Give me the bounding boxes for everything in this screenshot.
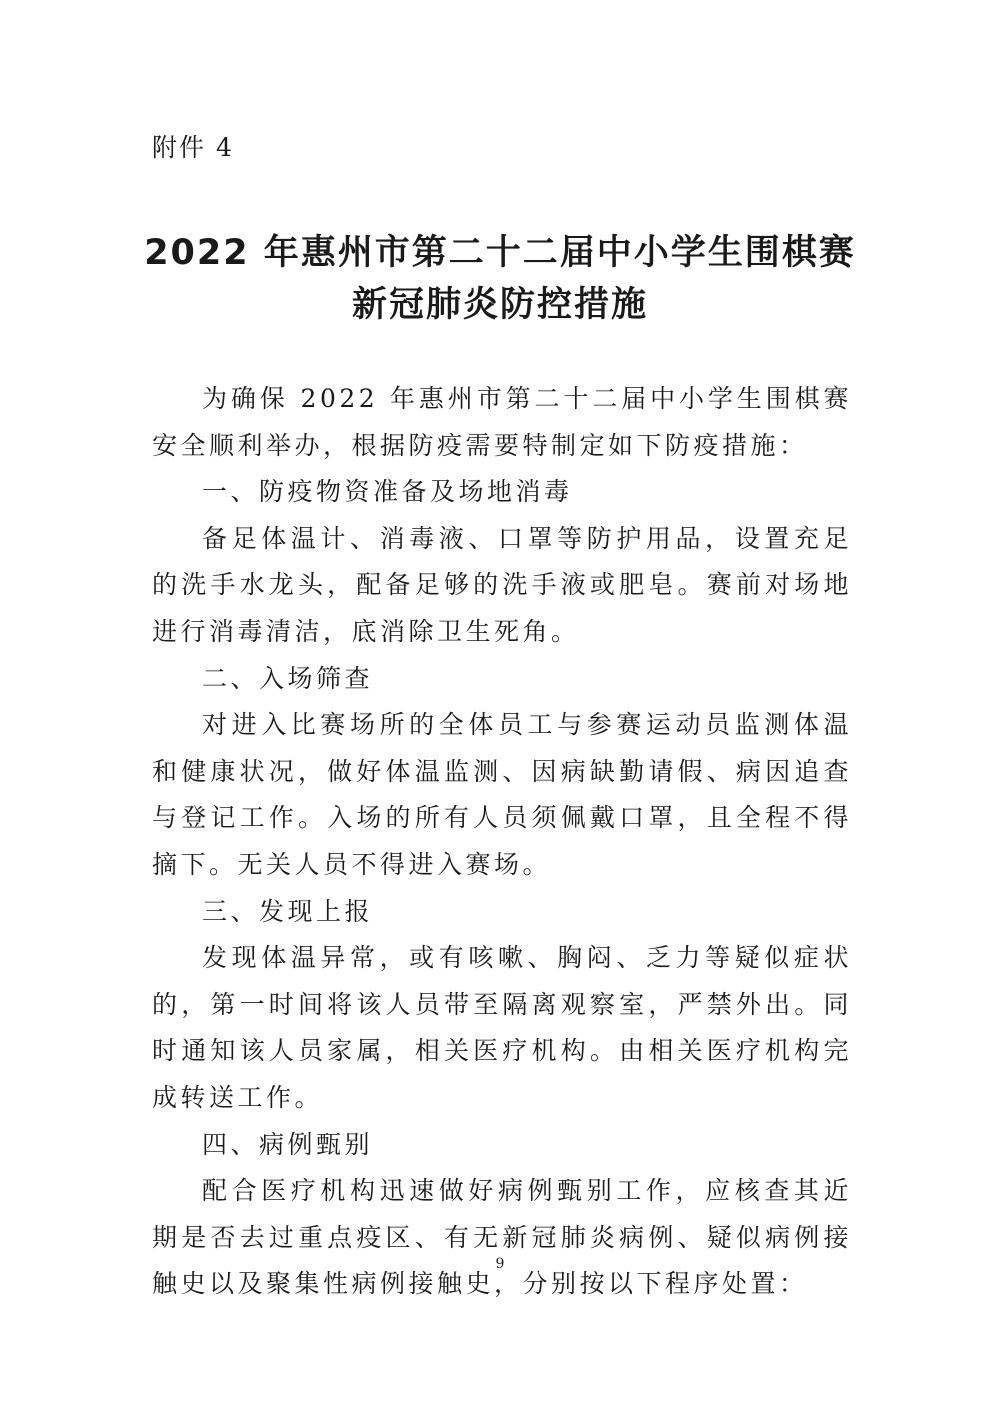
document-title-line-1: 2022 年惠州市第二十二届中小学生围棋赛 [144,233,856,273]
section-heading-2: 二、入场筛查 [202,663,374,693]
section-paragraph-2: 对进入比赛场所的全体员工与参赛运动员监测体温和健康状况，做好体温监测、因病缺勤请假、病因追查与登记工作。入场的所有人员须佩戴口罩，且全程不得摘下。无关人员不得进入赛场。 [152,710,852,879]
section-heading-3: 三、发现上报 [202,896,374,926]
section-paragraph-1: 备足体温计、消毒液、口罩等防护用品，设置充足的洗手水龙头，配备足够的洗手液或肥皂。赛前对场地进行消毒清洁，底消除卫生死角。 [152,523,852,646]
section-paragraph-3: 发现体温异常，或有咳嗽、胸闷、乏力等疑似症状的，第一时间将该人员带至隔离观察室，严禁外出。同时通知该人员家属，相关医疗机构。由相关医疗机构完成转送工作。 [152,943,852,1112]
section-heading-1: 一、防疫物资准备及场地消毒 [202,477,573,507]
document-title-line-2: 新冠肺炎防控措施 [351,285,648,325]
document-body [152,376,852,1308]
page-number: 9 [495,1256,505,1272]
section-heading-4: 四、病例甄别 [202,1129,374,1159]
section-paragraph-4: 配合医疗机构迅速做好病例甄别工作，应核查其近期是否去过重点疫区、有无新冠肺炎病例、疑似病例接触史以及聚集性病例接触史，分别按以下程序处置： [152,1176,852,1299]
attachment-label: 附件 4 [152,133,234,162]
intro-paragraph: 为确保 2022 年惠州市第二十二届中小学生围棋赛安全顺利举办，根据防疫需要特制定如下防疫措施： [152,384,852,460]
